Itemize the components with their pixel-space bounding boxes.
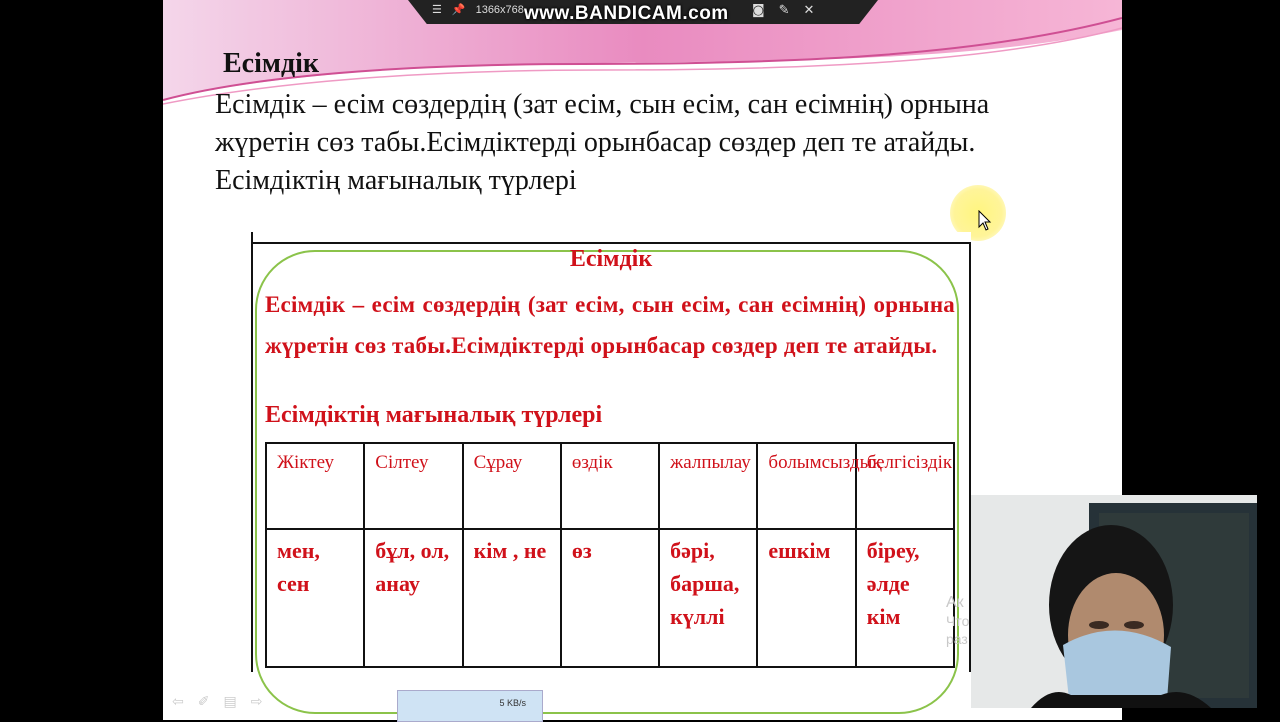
activation-line: Что xyxy=(946,613,970,629)
camera-icon[interactable]: ◙ xyxy=(752,3,765,18)
slide-body-line: Есімдік – есім сөздердің (зат есім, сын есім, сан есімнің) орнына xyxy=(215,89,990,120)
slide-body xyxy=(215,86,1115,200)
table-header-cell: Жіктеу xyxy=(266,443,364,529)
slide-menu-icon[interactable]: ▤ xyxy=(223,694,237,710)
table-cell: бұл, ол, анау xyxy=(364,529,462,667)
presentation-controls xyxy=(172,694,262,710)
table-cell: мен, сен xyxy=(266,529,364,667)
recorder-toolbar-left xyxy=(432,3,524,16)
activation-line: Ак xyxy=(946,594,964,611)
scanned-image xyxy=(251,232,971,677)
table-header-cell: болымсыздық xyxy=(757,443,855,529)
network-speed-label: 5 KB/s xyxy=(499,698,526,708)
pencil-icon[interactable]: ✎ xyxy=(778,3,790,18)
table-header-cell: өздік xyxy=(561,443,659,529)
menu-icon[interactable]: ☰ xyxy=(432,4,442,16)
table-cell: өз xyxy=(561,529,659,667)
scan-subtitle: Есімдіктің мағыналық түрлері xyxy=(265,402,603,428)
previous-slide-icon[interactable]: ⇦ xyxy=(172,694,184,710)
scan-definition: Есімдік – есім сөздердің (зат есім, сын есім, сан есімнің) орнына жүретін сөз табы.Есімдіктерді орынбасар сөздер деп те атайды. xyxy=(265,292,955,358)
resolution-label: 1366x768 xyxy=(475,3,524,16)
frame-line xyxy=(251,242,971,244)
table-cell: ешкім xyxy=(757,529,855,667)
network-speed-widget[interactable] xyxy=(397,690,543,722)
table-header-cell: белгісіздік xyxy=(856,443,954,529)
pen-tool-icon[interactable]: ✐ xyxy=(197,694,210,710)
pronoun-types-table xyxy=(265,442,955,668)
table-cell: бәрі, барша, күллі xyxy=(659,529,757,667)
scan-title: Есімдік xyxy=(569,246,653,272)
next-slide-icon[interactable]: ⇨ xyxy=(250,694,263,710)
slide-body-line: Есімдіктің мағыналық түрлері xyxy=(215,165,577,196)
slide-body-line: жүретін сөз табы.Есімдіктерді орынбасар сөздер деп те атайды. xyxy=(215,127,976,158)
close-icon[interactable]: ✕ xyxy=(803,3,815,18)
table-header-cell: жалпылау xyxy=(659,443,757,529)
table-row xyxy=(266,529,954,667)
webcam-overlay xyxy=(971,495,1257,708)
activation-line: раз xyxy=(946,631,968,647)
slide-title: Есімдік xyxy=(223,48,320,79)
recorder-watermark: www.BANDICAM.com xyxy=(524,3,729,24)
frame-line xyxy=(251,232,253,672)
recorder-toolbar-right xyxy=(752,3,814,18)
table-header-cell: Сілтеу xyxy=(364,443,462,529)
table-header-row xyxy=(266,443,954,529)
table-cell: кім , не xyxy=(463,529,561,667)
windows-activation-notice xyxy=(946,594,969,648)
table-cell: біреу, әлде кім xyxy=(856,529,954,667)
pin-icon[interactable]: 📌 xyxy=(451,4,466,16)
table-header-cell: Сұрау xyxy=(463,443,561,529)
webcam-video xyxy=(971,495,1257,708)
mouse-cursor-icon xyxy=(978,210,992,232)
